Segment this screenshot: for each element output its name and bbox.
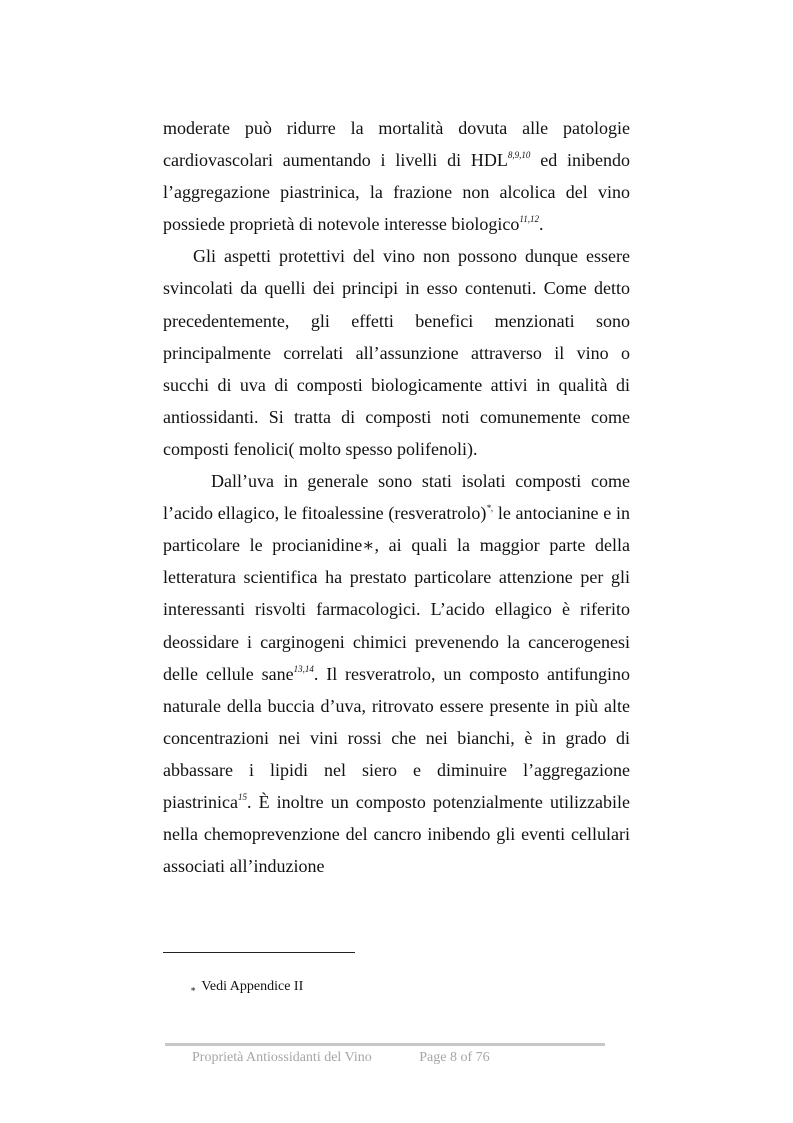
footer-title: Proprietà Antiossidanti del Vino xyxy=(192,1050,372,1065)
paragraph-1 xyxy=(163,112,630,240)
paragraph-text: Gli aspetti protettivi del vino non possono dunque essere svincolati da quelli dei principi in esso contenuti. Come detto precedentemente, gli effetti benefici menzionati sono principalmente correlati all’assunzione attraverso il vino o succhi di uva di composti biologicamente attivi in qualità di antiossidanti. Si tratta di composti noti comunemente come composti fenolici( molto spesso polifenoli). xyxy=(163,246,630,459)
paragraph-3 xyxy=(163,465,630,882)
footnote-mark: ∗ xyxy=(190,984,197,994)
page-footer xyxy=(192,1050,490,1066)
paragraph-text: le antocianine e in particolare le procianidine∗, ai quali la maggior parte della letteratura scientifica ha prestato particolare attenzione per gli interessanti risvolti farmacologici. L’acido ellagico è riferito deossidare i carginogeni chimici prevenendo la cancerogenesi delle cellule sane xyxy=(163,503,630,684)
paragraph-text: . xyxy=(539,214,544,235)
footnote-text: Vedi Appendice II xyxy=(201,979,304,994)
footnote-separator xyxy=(163,952,355,953)
paragraph-text: . Il resveratrolo, un composto antifungino naturale della buccia d’uva, ritrovato essere presente in più alte concentrazioni nei vini rossi che nei bianchi, è in grado di abbassare i lipidi nel siero e diminuire l’aggregazione piastrinica xyxy=(163,663,631,812)
citation-superscript: 15 xyxy=(237,791,247,802)
citation-superscript: 8,9,10 xyxy=(507,150,531,161)
footer-page-number: Page 8 of 76 xyxy=(419,1050,490,1065)
paragraph-text: moderate può ridurre la mortalità dovuta alle patologie cardiovascolari aumentando i livelli di HDL xyxy=(163,118,630,171)
footnote xyxy=(190,978,303,998)
paragraph-text: . È inoltre un composto potenzialmente utilizzabile nella chemoprevenzione del cancro inibendo gli eventi cellulari associati all’induzione xyxy=(163,791,630,877)
citation-superscript: *, xyxy=(486,503,494,514)
footer-separator xyxy=(165,1043,605,1046)
citation-superscript: 11,12 xyxy=(519,214,539,225)
paragraph-2 xyxy=(163,240,630,465)
citation-superscript: 13,14 xyxy=(293,663,314,674)
paragraph-text: Dall’uva in generale sono stati isolati composti come l’acido ellagico, le fitoalessine (resveratrolo) xyxy=(163,471,630,524)
paragraph-text: ed inibendo l’aggregazione piastrinica, la frazione non alcolica del vino possiede proprietà di notevole interesse biologico xyxy=(163,150,631,235)
body-text xyxy=(163,112,630,882)
